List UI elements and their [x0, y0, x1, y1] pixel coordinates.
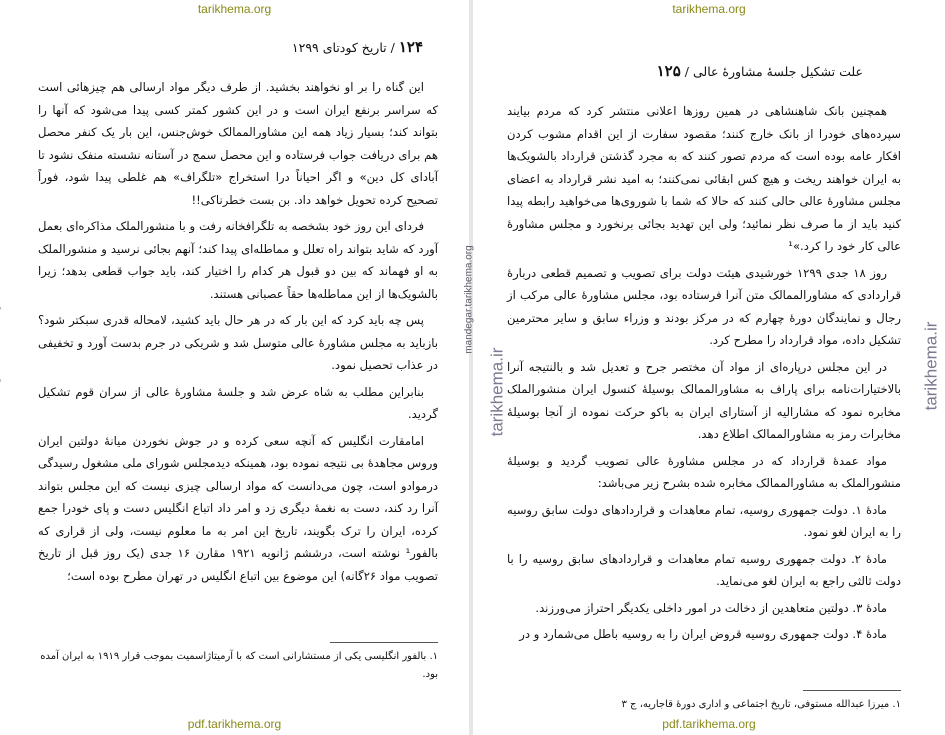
- header-separator: /: [684, 64, 689, 79]
- running-header: [657, 62, 863, 80]
- side-watermark-right: tarikhema.ir: [921, 321, 941, 411]
- footnote: ۱. بالفور انگلیسی یکی از مستشارانی است که با آرمیتاژاسمیت بموجب قرار ۱۹۱۹ به ایران آمده بود.: [40, 651, 438, 680]
- side-watermark-mandegar: [0, 305, 2, 413]
- running-title: علت تشکیل جلسهٔ مشاورهٔ عالی: [692, 64, 863, 79]
- top-watermark: tarikhema.org: [197, 2, 272, 16]
- paragraph: مواد عمدهٔ قرارداد که در مجلس مشاورهٔ عالی تصویب گردید و بوسیلهٔ منشورالملک به مشاورالممالک مخابره شده بشرح زیر می‌باشد:: [507, 453, 901, 490]
- footnote-rule: [803, 690, 901, 691]
- left-page: [0, 0, 469, 735]
- side-watermark-left: tarikhema.ir: [487, 347, 507, 437]
- paragraph: فردای این روز خود بشخصه به تلگرافخانه رفت و با منشورالملک مذاکره‌ای بعمل آورد که شاید بتواند راه تعلل و مماطله‌ای پیدا کند؛ آنهم بجائی نرسید و منشورالملک به او فهماند که بین دو قبول هر کدام را اختیار کند، باید جواب قطعی بدهد؛ زیرا بالشویک‌ها از این مماطله‌ها حقاً عصبانی هستند.: [38, 219, 438, 301]
- page-number: ۱۲۵: [656, 62, 681, 80]
- running-title: تاریخ کودتای ۱۲۹۹: [291, 40, 387, 55]
- paragraph: روز ۱۸ جدی ۱۲۹۹ خورشیدی هیئت دولت برای تصویب و تصمیم قطعی دربارهٔ قراردادی که مشاورالممالک متن آنرا فرستاده بود، مجلس مشاورهٔ عالی مرکب از رجال و نمایندگان دورهٔ چهارم که در مرکز بودند و وزراء سابق و سایر محترمین تشکیل داده، مواد قرارداد را مطرح کرد.: [507, 265, 901, 347]
- paragraph: در این مجلس درپاره‌ای از مواد آن مختصر جرح و تعدیل شد و بالنتیجه آنرا بالاختیارات‌نامه برای پاراف به مشاورالممالک بوسیلهٔ کنسول ایران منشورالملک مخابره نمود که مشارالیه از آستارای ایران به باکو حرکت نموده از آنجا بوسیلهٔ مخابرات رمز به مشاورالممالک اطلاع دهد.: [507, 359, 901, 441]
- article-item: مادهٔ ۴. دولت جمهوری روسیه قروض ایران را به روسیه باطل می‌شمارد و در: [519, 627, 887, 641]
- bottom-watermark: pdf.tarikhema.org: [187, 717, 282, 731]
- paragraph: امامقارت انگلیس که آنچه سعی کرده و در جوش نخوردن میانهٔ دولتین ایران وروس مجاهدهٔ بی نتیجه نموده بود، همینکه دیدمجلس شورای ملی مشغول رسیدگی درموادو است، چون می‌دانست که مواد ارسالی چیزی نیست که این مجلس بتواند آنرا رد کند، دست به نغمهٔ دیگری زد و امر داد اتباع انگلیس دست و پای خودرا جمع کرده، ایران را ترک بگویند، تاریخ این امر به ما معلوم نیست، ولی از قراری که بالفور¹ نوشته است، درششم ژانویه ۱۹۲۱ مقارن ۱۶ جدی (یک روز قبل از تاریخ تصویب مواد ۲۶گانه) این موضوع بین اتباع انگلیس در تهران مطرح بوده است؛: [38, 433, 439, 583]
- bottom-watermark: pdf.tarikhema.org: [662, 717, 756, 731]
- page-number: ۱۲۴: [398, 38, 423, 56]
- running-header: [292, 38, 423, 56]
- paragraph: بنابراین مطلب به شاه عرض شد و جلسهٔ مشاورهٔ عالی از سران قوم تشکیل گردید.: [38, 384, 438, 421]
- paragraph: همچنین بانک شاهنشاهی در همین روزها اعلانی منتشر کرد که مردم بیایند سپرده‌های خودرا از بانک خارج کنند؛ مقصود سفارت از این اقدام مشوب کردن افکار عامه بوده است که مردم تصور کنند که به مجرد گذشتن قرارداد بالشویک‌ها به ایران خواهند ریخت و هیچ کس ابقائی نمی‌کنند؛ به امید نشر قرارداد به اعضای مجلس مشاورهٔ عالی حالی کنند که حالا که شما با شوروی‌ها می‌خواهید رابطه پیدا کنید باید از ما صرف نظر نمائید؛ ولی این تهدید بجائی برنخورد و مجلس مشاورهٔ عالی کار خود را کرد.»¹: [507, 104, 901, 253]
- article-item: مادهٔ ۱. دولت جمهوری روسیه، تمام معاهدات و قراردادهای دولت سابق روسیه را به ایران لغو نمود.: [507, 502, 901, 539]
- body-text: [38, 76, 438, 591]
- footnote: ۱. میرزا عبدالله مستوفی، تاریخ اجتماعی و اداری دورهٔ قاجاریه، ج ۳: [621, 699, 901, 710]
- paragraph: پس چه باید کرد که این بار که در هر حال باید کشید، لامحاله قدری سبکتر شود؟ بازباید به مجلس مشاورهٔ عالی متوسل شد و شریکی در جرم بدست آورد و تخفیفی در عذاب تحصیل نمود.: [38, 313, 438, 372]
- top-watermark: tarikhema.org: [672, 2, 746, 16]
- footnote-rule: [330, 642, 438, 643]
- body-text: [507, 100, 901, 650]
- article-item: مادهٔ ۲. دولت جمهوری روسیه تمام معاهدات و قراردادهای سابق روسیه را با دولت ثالثی راجع به ایران لغو می‌نماید.: [507, 551, 901, 588]
- side-watermark-mandegar: mandegar.tarikhema.org: [463, 245, 475, 354]
- article-item: مادهٔ ۳. دولتین متعاهدین از دخالت در امور داخلی یکدیگر احتراز می‌ورزند.: [535, 600, 887, 615]
- header-separator: /: [390, 40, 395, 55]
- paragraph: این گناه را بر او نخواهند بخشید. از طرف دیگر مواد ارسالی هم چیزهائی است که سراسر برنفع ایران است و در این کشور کمتر کسی پیدا می‌شود که آنها را بتواند کند؛ بسیار زیاد همه این مشاورالممالک خوش‌جنس، این بار یک کنفر محصل هم برای دریافت جواب فرستاده و این محصل سمج در آستانه نشسته منفک نشود تا آبادای کل دین» و اگر احیاناً درا استخراج «تلگراف» هم غلطی پیدا شود، فوراً تصحیح کرده تحویل خواهد داد. بن بست خطرناکی!!: [38, 80, 438, 207]
- right-page: [463, 0, 945, 735]
